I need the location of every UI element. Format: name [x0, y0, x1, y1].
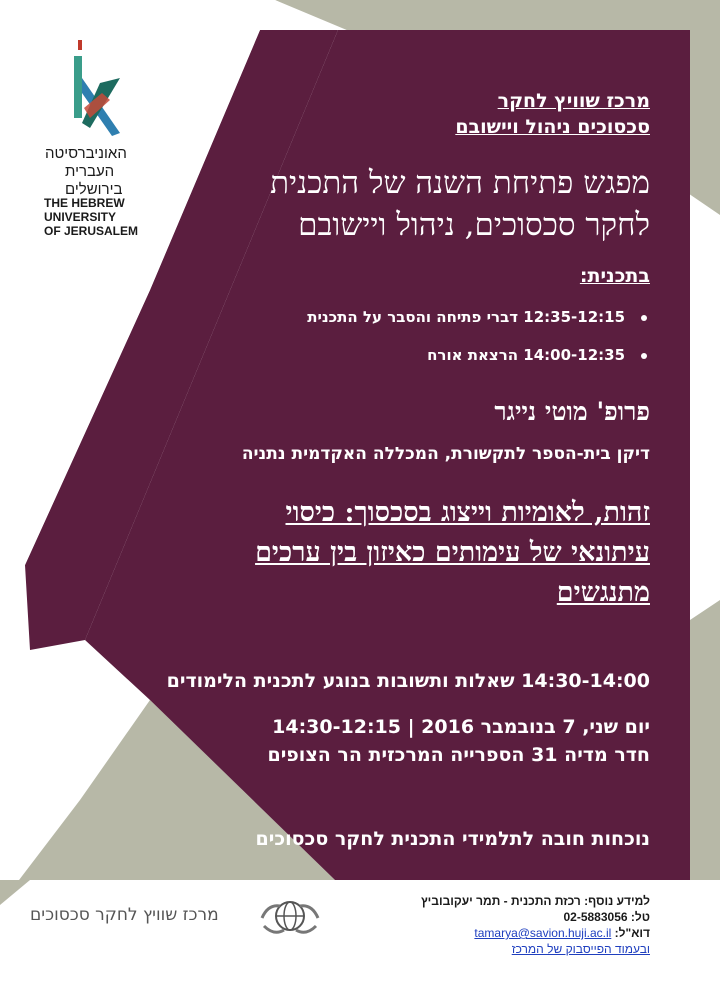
schedule-time-1: 12:35-12:15 [523, 308, 625, 326]
event-date: יום שני, 7 בנובמבר 2016 | 14:30-12:15 [272, 716, 650, 738]
university-english-line1: THE HEBREW [44, 196, 125, 210]
center-name-line2: סכסוכים ניהול ויישובם [455, 116, 650, 138]
lecture-title [255, 493, 650, 613]
schedule-item-2 [427, 346, 625, 364]
footer-email-label: דוא"ל: [614, 926, 650, 940]
schedule-item [427, 346, 625, 364]
lecture-title-line1: זהות, לאומיות וייצוג בסכסוך: כיסוי [285, 497, 650, 528]
schedule-text-2: הרצאת אורח [427, 346, 519, 364]
attendance-note: נוכחות חובה לתלמידי התכנית לחקר סכסוכים [255, 828, 650, 850]
footer-info: למידע נוסף: רכזת התכנית - תמר יעקובוביץ [421, 894, 650, 908]
university-name-english [44, 196, 138, 238]
footer-phone: טל: 02-5883056 [563, 910, 650, 924]
university-english-line2: UNIVERSITY [44, 210, 117, 224]
event-title-line1: מפגש פתיחת השנה של התכנית [270, 165, 650, 201]
speaker-title: דיקן בית-הספר לתקשורת, המכללה האקדמית נתניה [241, 444, 650, 464]
university-hebrew-line3: בירושלים [65, 181, 123, 198]
center-name-line1: מרכז שוויץ לחקר [497, 90, 650, 112]
hebrew-university-logo-icon [60, 38, 130, 138]
handshake-globe-icon [258, 888, 322, 944]
bullet-icon [641, 353, 647, 359]
event-details [267, 713, 650, 769]
schedule-time-2: 14:00-12:35 [523, 346, 625, 364]
olive-shape-right [690, 600, 720, 860]
university-name-hebrew [45, 145, 145, 199]
university-hebrew-line2: העברית [65, 163, 115, 180]
footer-facebook-link[interactable]: ובעמוד הפייסבוק של המרכז [511, 942, 650, 956]
schedule-item-1 [307, 308, 625, 326]
university-hebrew-line1: האוניברסיטה [45, 145, 127, 162]
schedule-text-1: דברי פתיחה והסבר על התכנית [307, 308, 519, 326]
event-location: חדר מדיה 31 הספרייה המרכזית הר הצופים [267, 744, 650, 766]
footer-email-link[interactable]: tamarya@savion.huji.ac.il [474, 926, 612, 940]
center-name [455, 88, 650, 140]
footer-contact [421, 893, 650, 957]
bullet-icon [641, 315, 647, 321]
speaker-name: פרופ' מוטי נייגר [494, 397, 650, 426]
footer-email-row [421, 925, 650, 941]
footer-center-name: מרכז שוויץ לחקר סכסוכים [30, 905, 219, 925]
schedule-item [307, 308, 625, 326]
event-title [270, 162, 650, 246]
university-english-line3: OF JERUSALEM [44, 224, 139, 238]
lecture-title-line2: עיתונאי של עימותים כאיזון בין ערכים [255, 537, 650, 568]
qa-line: 14:30-14:00 שאלות ותשובות בנוגע לתכנית הלימודים [166, 670, 650, 692]
program-label: בתכנית: [579, 265, 650, 287]
event-title-line2: לחקר סכסוכים, ניהול ויישובם [298, 207, 650, 243]
lecture-title-line3: מתנגשים [556, 577, 650, 608]
